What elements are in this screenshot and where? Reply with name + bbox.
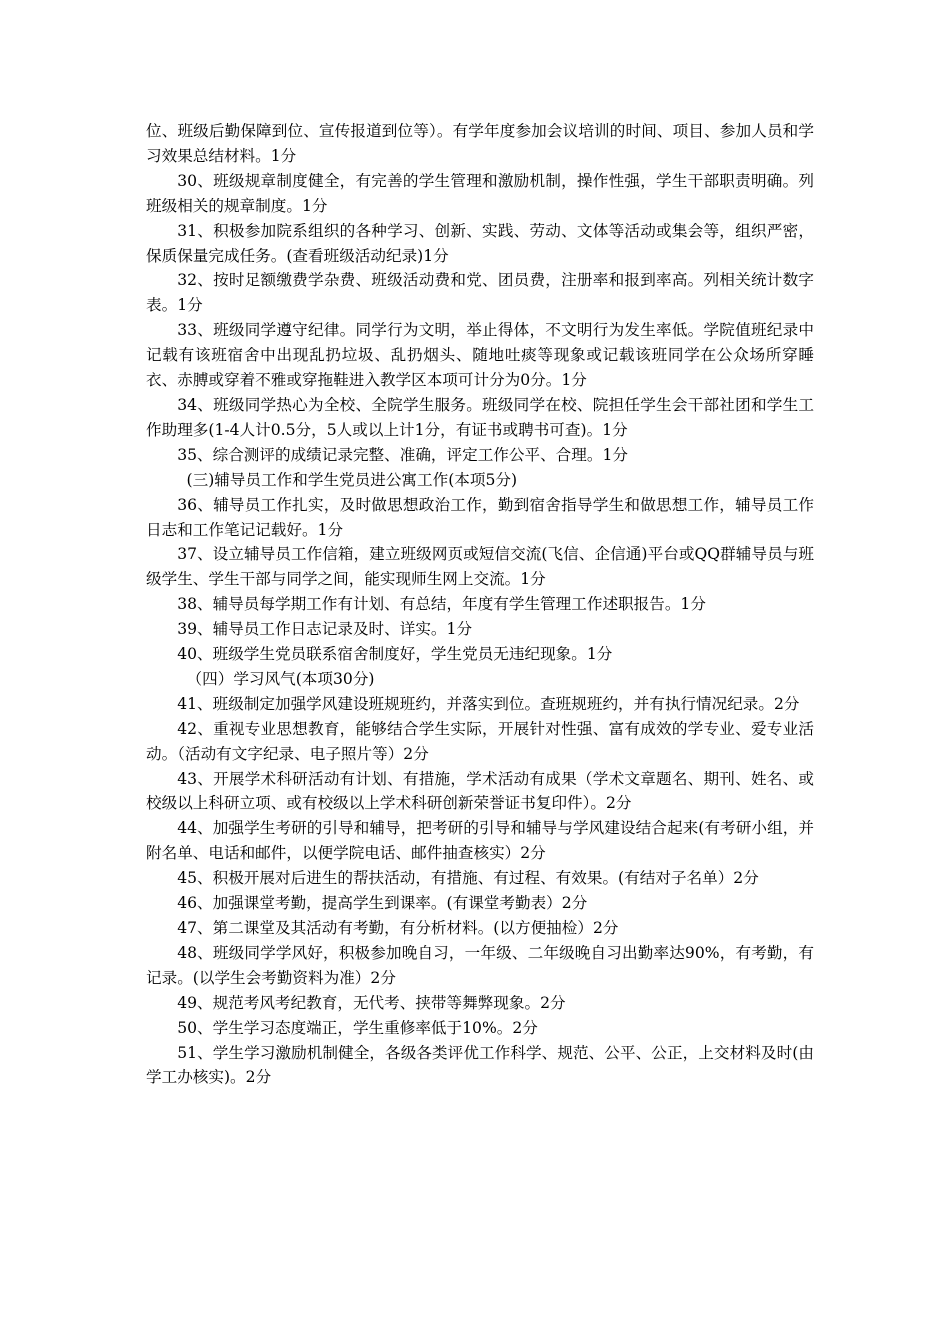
- paragraph-item-40: 40、班级学生党员联系宿舍制度好，学生党员无违纪现象。1分: [177, 645, 613, 664]
- paragraph-item-48: 48、班级同学学风好，积极参加晚自习，一年级、二年级晚自习出勤率达90%，有考勤，有记录。(以学生会考勤资料为准）2分: [146, 943, 814, 987]
- paragraph-item-33: 33、班级同学遵守纪律。同学行为文明，举止得体，不文明行为发生率低。学院值班纪录中记载有该班宿舍中出现乱扔垃圾、乱扔烟头、随地吐痰等现象或记载该班同学在公众场所穿睡衣、赤膊或穿着不雅或穿拖鞋进入教学区本项可计分为0分。1分: [146, 321, 814, 390]
- paragraph-item-41: 41、班级制定加强学风建设班规班约，并落实到位。查班规班约，并有执行情况纪录。2分: [177, 694, 800, 713]
- paragraph-item-49: 49、规范考风考纪教育，无代考、挟带等舞弊现象。2分: [177, 993, 566, 1012]
- paragraph-item-36: 36、辅导员工作扎实，及时做思想政治工作，勤到宿舍指导学生和做思想工作，辅导员工作日志和工作笔记记载好。1分: [146, 495, 814, 539]
- document-body: [146, 119, 814, 1090]
- paragraph-item-35: 35、综合测评的成绩记录完整、准确，评定工作公平、合理。1分: [177, 445, 628, 464]
- paragraph-item-46: 46、加强课堂考勤，提高学生到课率。(有课堂考勤表）2分: [177, 894, 588, 913]
- paragraph-item-31: 31、积极参加院系组织的各种学习、创新、实践、劳动、文体等活动或集会等，组织严密，保质保量完成任务。(查看班级活动纪录)1分: [146, 221, 814, 265]
- paragraph-item-44: 44、加强学生考研的引导和辅导，把考研的引导和辅导与学风建设结合起来(有考研小组，并附名单、电话和邮件，以便学院电话、邮件抽查核实）2分: [146, 819, 814, 863]
- paragraph-item-37: 37、设立辅导员工作信箱，建立班级网页或短信交流(飞信、企信通)平台或QQ群辅导员与班级学生、学生干部与同学之间，能实现师生网上交流。1分: [146, 545, 814, 589]
- section-heading-4: （四）学习风气(本项30分): [186, 669, 375, 688]
- paragraph-continuation: 位、班级后勤保障到位、宣传报道到位等）。有学年度参加会议培训的时间、项目、参加人员和学习效果总结材料。1分: [146, 122, 814, 165]
- paragraph-item-45: 45、积极开展对后进生的帮扶活动，有措施、有过程、有效果。(有结对子名单）2分: [177, 869, 759, 888]
- paragraph-item-50: 50、学生学习态度端正，学生重修率低于10%。2分: [177, 1018, 538, 1037]
- paragraph-item-30: 30、班级规章制度健全，有完善的学生管理和激励机制，操作性强，学生干部职责明确。列班级相关的规章制度。1分: [146, 171, 814, 215]
- paragraph-item-32: 32、按时足额缴费学杂费、班级活动费和党、团员费，注册率和报到率高。列相关统计数字表。1分: [146, 271, 814, 315]
- paragraph-item-34: 34、班级同学热心为全校、全院学生服务。班级同学在校、院担任学生会干部社团和学生工作助理多(1-4人计0.5分，5人或以上计1分，有证书或聘书可查)。1分: [146, 395, 814, 439]
- paragraph-item-47: 47、第二课堂及其活动有考勤，有分析材料。(以方便抽检）2分: [177, 919, 619, 937]
- section-heading-3: (三)辅导员工作和学生党员进公寓工作(本项5分): [186, 470, 518, 489]
- paragraph-item-51: 51、学生学习激励机制健全，各级各类评优工作科学、规范、公平、公正，上交材料及时(由学工办核实)。2分: [146, 1043, 814, 1087]
- paragraph-item-38: 38、辅导员每学期工作有计划、有总结，年度有学生管理工作述职报告。1分: [177, 595, 706, 614]
- paragraph-item-43: 43、开展学术科研活动有计划、有措施，学术活动有成果（学术文章题名、期刊、姓名、或校级以上科研立项、或有校级以上学术科研创新荣誉证书复印件）。2分: [146, 769, 814, 813]
- paragraph-item-39: 39、辅导员工作日志记录及时、详实。1分: [177, 620, 473, 639]
- paragraph-item-42: 42、重视专业思想教育，能够结合学生实际，开展针对性强、富有成效的学专业、爱专业活动。（活动有文字纪录、电子照片等）2分: [146, 719, 814, 763]
